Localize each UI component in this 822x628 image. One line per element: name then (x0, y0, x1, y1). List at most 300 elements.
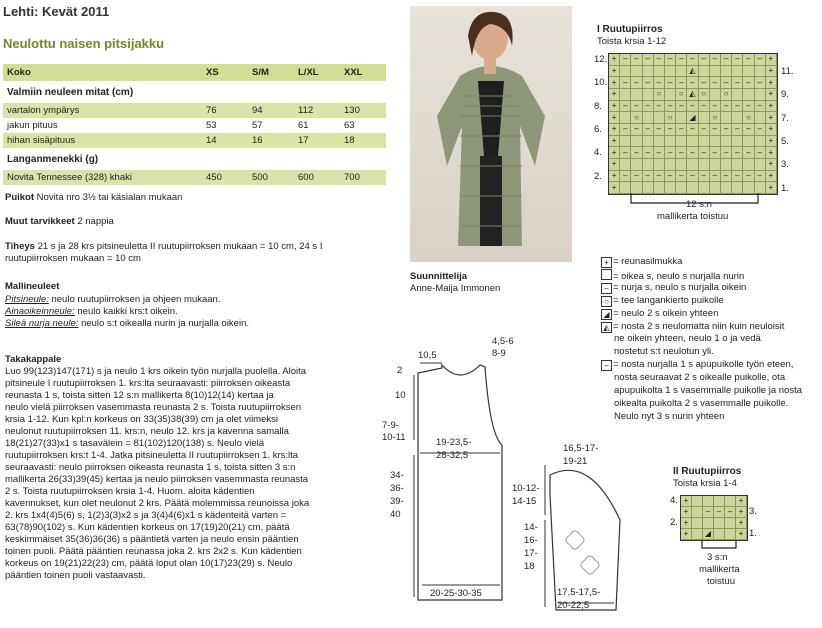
chart-cell: – (743, 54, 754, 66)
chart-cell: + (766, 89, 777, 101)
chart-cell (692, 529, 703, 540)
dim-hem: 20-25-30-35 (430, 588, 482, 599)
chart-cell: – (699, 147, 710, 159)
chart-cell: – (687, 124, 698, 136)
chart-cell (755, 66, 766, 78)
instruction-line: kavennukset, kun olet neulonut 2 krs. Päätä molemmissa reunoissa joka (5, 498, 310, 509)
chart-cell: ○ (676, 89, 687, 101)
chart-cell: – (732, 54, 743, 66)
chart-cell: – (699, 101, 710, 113)
chart-cell: – (721, 147, 732, 159)
chart-cell: – (654, 124, 665, 136)
chart-cell: + (609, 124, 620, 136)
dim-sleeve-cap: 10-12- (512, 483, 540, 494)
instruction-line: reunasta 1 s, toista sitten 12 s:n mallikerta 8(10)12(14) kertaa ja (5, 390, 274, 401)
chart-cell: + (681, 529, 692, 540)
section-heading: Valmiin neuleen mitat (cm) (7, 86, 134, 98)
dim-sleeve-len: 18 (524, 561, 535, 572)
chart-cell: + (681, 496, 692, 507)
chart-cell (732, 136, 743, 148)
chart-cell: – (710, 54, 721, 66)
legend-symbol-icon: – (601, 283, 612, 294)
chart-cell: – (699, 54, 710, 66)
legend-item: nostetut s:t neulotun yli. (614, 346, 714, 358)
legend-item: ◢ = neulo 2 s oikein yhteen (601, 308, 718, 320)
size-table-header: Koko XS S/M L/XL XXL (3, 64, 386, 81)
dim-sleeve-cap: 14-15 (512, 496, 537, 507)
chart-cell (699, 112, 710, 124)
model-illustration (410, 6, 572, 262)
schematic-drawing (380, 335, 680, 625)
chart1-row-label: 3. (781, 159, 789, 171)
chart-cell: – (687, 101, 698, 113)
instruction-line: keskimmäiset 35(36)36(36) s pääntietä varten ja neulo ensin pääntien (5, 534, 299, 545)
legend-item: oikealta puikolta 2 s vasemmalle puikolle. (614, 397, 789, 409)
dim-length: 40 (390, 509, 401, 520)
legend-item: ◭ = nosta 2 s neulomatta niin kuin neuloisit (601, 321, 784, 333)
instruction-line: korkeus on 19(21)22(23) cm, päätä loput olan 10(17)23(29) s. Neulo (5, 558, 293, 569)
chart-cell (721, 66, 732, 78)
chart1-subtitle: Toista krsia 1-12 (597, 36, 667, 47)
chart-cell: ◭ (687, 66, 698, 78)
table-row: vartalon ympärys 76 94 112 130 (3, 103, 386, 118)
chart-cell (725, 529, 736, 540)
chart-cell: + (766, 66, 777, 78)
chart-cell: + (766, 77, 777, 89)
chart-cell: – (676, 171, 687, 183)
chart-cell (721, 112, 732, 124)
chart-cell: – (710, 101, 721, 113)
legend-item: ○ = tee langankierto puikolle (601, 295, 724, 307)
chart-cell: – (687, 171, 698, 183)
chart2-repeat-note: mallikerta (699, 564, 740, 575)
chart-cell: + (766, 112, 777, 124)
instruction-line: neulonut ruutupiirroksen 11. krs:n, neulo 12. krs ja kavenna samalla (5, 426, 289, 437)
chart-cell (710, 89, 721, 101)
chart-cell: – (620, 101, 631, 113)
chart2-repeat: 3 s:n (707, 552, 728, 563)
chart-cell (665, 89, 676, 101)
instruction-line: 2 s. Toista ruutupiirroksen krsia 1-4. Huom. aloita kädentien (5, 486, 255, 497)
supplies-line: Muut tarvikkeet 2 nappia (5, 216, 114, 227)
chart-cell: + (736, 496, 747, 507)
chart-cell: – (732, 171, 743, 183)
chart-cell: ◢ (703, 529, 714, 540)
chart-cell: – (721, 101, 732, 113)
chart1-row-label: 9. (781, 89, 789, 101)
chart-cell: – (732, 124, 743, 136)
dim-shoulder-drop: 2 (397, 365, 403, 376)
chart-cell (755, 136, 766, 148)
chart-cell (743, 159, 754, 171)
chart1-row-label: 10. (594, 77, 608, 89)
chart-cell (676, 112, 687, 124)
chart-cell (643, 66, 654, 78)
chart-cell (699, 136, 710, 148)
legend-symbol-icon: ○ (601, 296, 612, 307)
chart-cell: – (631, 54, 642, 66)
chart-cell: + (609, 112, 620, 124)
chart1-row-label: 7. (781, 112, 789, 124)
chart-cell: + (609, 101, 620, 113)
instruction-line: 63(78)90(102) s. Kun kädentien korkeus on 17(19)20(21) cm, päätä (5, 522, 290, 533)
chart-cell (665, 159, 676, 171)
chart-cell: – (710, 147, 721, 159)
chart-cell (687, 136, 698, 148)
chart-cell (692, 496, 703, 507)
chart-cell: – (732, 147, 743, 159)
stitch-patterns: Pitsineule: neulo ruutupiirroksen ja ohjeen mukaan. Ainaoikeinneule: neulo kaikki krs:t oikein. Sileä nurja neule: neulo s:t oikealla nurin ja nurjalla oikein. (5, 294, 249, 329)
instruction-line: 18(21)27(33)x1 s tasavälein = 81(102)120(138) s. Neulo vielä (5, 438, 265, 449)
chart-cell: – (755, 77, 766, 89)
chart-cell (631, 89, 642, 101)
chart-cell: + (736, 518, 747, 529)
chart-cell: – (631, 147, 642, 159)
chart-cell: ○ (721, 89, 732, 101)
chart-cell (714, 496, 725, 507)
chart-cell: + (609, 171, 620, 183)
chart-cell (643, 159, 654, 171)
dim-sleeve-top: 16,5-17- (563, 443, 599, 454)
chart1-row-label: 8. (594, 100, 602, 112)
size-table (3, 64, 386, 185)
chart-cell: – (665, 124, 676, 136)
instruction-line: pitsineule I ruutupiirroksen 1. krs:lta seuraavasti: piirroksen oikeasta (5, 378, 291, 389)
chart-cell (755, 112, 766, 124)
chart-cell: + (766, 147, 777, 159)
table-row: hihan sisäpituus 14 16 17 18 (3, 133, 386, 148)
dim-armhole: 10-11 (382, 432, 406, 443)
chart-cell (699, 66, 710, 78)
chart-cell (714, 518, 725, 529)
instruction-line: pääntien toinen puoli vastaavasti. (5, 570, 146, 581)
chart-cell (721, 136, 732, 148)
chart-cell: – (676, 101, 687, 113)
legend-item: ne oikein yhteen, neulo 1 o ja vedä (614, 333, 761, 345)
chart-cell: – (755, 54, 766, 66)
legend-item: – = nurja s, neulo s nurjalla oikein (601, 282, 746, 294)
chart-cell (620, 136, 631, 148)
chart-cell: – (732, 77, 743, 89)
chart1-row-label: 1. (781, 182, 789, 194)
chart-cell: + (681, 518, 692, 529)
chart-cell: + (609, 136, 620, 148)
chart2-row-label: 4. (670, 495, 678, 506)
chart-cell: – (676, 147, 687, 159)
chart-cell: – (631, 101, 642, 113)
chart-cell (654, 112, 665, 124)
chart-cell: ○ (710, 112, 721, 124)
chart-cell: – (665, 54, 676, 66)
chart-cell (643, 89, 654, 101)
chart-cell: + (736, 507, 747, 518)
table-row: Novita Tennessee (328) khaki 450 500 600 700 (3, 170, 386, 185)
chart-cell (687, 159, 698, 171)
table-row: jakun pituus 53 57 61 63 (7, 120, 355, 131)
chart-cell: – (721, 171, 732, 183)
chart-cell (676, 66, 687, 78)
chart-cell (710, 159, 721, 171)
dim-chest: 28-32,5 (436, 450, 469, 461)
dim-neck: 8-9 (492, 348, 506, 359)
chart-cell (654, 66, 665, 78)
chart-cell: – (665, 171, 676, 183)
chart-cell: – (620, 147, 631, 159)
legend-symbol-icon (601, 269, 612, 280)
chart-cell: – (654, 54, 665, 66)
chart-cell (631, 159, 642, 171)
dim-sleeve-len: 17- (524, 548, 538, 559)
chart-cell (631, 136, 642, 148)
chart-cell: + (766, 171, 777, 183)
chart-cell (692, 518, 703, 529)
instruction-line: toinen puoli. Päätä pääntien reunassa joka 2. krs 2x2 s. Kun kädentien (5, 546, 302, 557)
chart1-grid (608, 53, 778, 195)
needles-line: Puikot Novita nro 3½ tai käsialan mukaan (5, 192, 183, 203)
chart-cell: – (743, 171, 754, 183)
chart-cell: + (609, 89, 620, 101)
dim-armhole: 7-9- (382, 420, 399, 431)
chart-cell (703, 518, 714, 529)
chart-cell: – (620, 77, 631, 89)
dim-neck: 4,5-6 (492, 336, 514, 347)
chart-cell: – (631, 77, 642, 89)
chart-cell: – (631, 124, 642, 136)
dim-length: 39- (390, 496, 404, 507)
chart-cell: – (710, 124, 721, 136)
chart-cell: – (643, 124, 654, 136)
chart-cell: ○ (654, 89, 665, 101)
page-title: Neulottu naisen pitsijakku (3, 36, 165, 51)
chart-cell: ◭ (687, 89, 698, 101)
chart1-row-label: 2. (594, 170, 602, 182)
chart-cell (743, 136, 754, 148)
chart-cell (643, 136, 654, 148)
chart-cell: + (766, 54, 777, 66)
chart2-title: II Ruutupiirros (673, 466, 742, 477)
chart-cell: – (710, 171, 721, 183)
chart-cell: – (755, 147, 766, 159)
chart2-row-label: 2. (670, 517, 678, 528)
chart1-repeat: 12 s:n (686, 199, 712, 210)
chart-cell: – (755, 171, 766, 183)
legend-symbol-icon: – (601, 360, 612, 371)
chart-cell (714, 529, 725, 540)
chart-cell (620, 159, 631, 171)
instruction-line: 2. krs 1x4(4)5(6) s, 1(2)3(3)x2 s ja 3(4)4(6)x1 s kädenteitä varten = (5, 510, 287, 521)
dim-upper: 10 (395, 390, 406, 401)
chart-cell (699, 159, 710, 171)
dim-sleeve-len: 14- (524, 522, 538, 533)
chart1-row-label: 11. (781, 66, 794, 77)
chart-cell (743, 89, 754, 101)
dim-shoulder: 10,5 (418, 350, 437, 361)
chart-cell: + (766, 182, 777, 194)
chart-cell: – (743, 101, 754, 113)
chart-cell: + (766, 101, 777, 113)
chart-cell: – (743, 124, 754, 136)
section-heading: Langanmenekki (g) (7, 153, 99, 165)
chart-cell (643, 112, 654, 124)
chart-cell: – (620, 54, 631, 66)
chart-cell (732, 112, 743, 124)
chart-cell (732, 159, 743, 171)
chart-cell: – (643, 77, 654, 89)
dim-chest: 19-23,5- (436, 437, 472, 448)
chart-cell: – (703, 507, 714, 518)
chart-cell: – (721, 54, 732, 66)
chart-cell: – (676, 54, 687, 66)
legend-item: – = nosta nurjalla 1 s apupuikolle työn eteen, (601, 359, 793, 371)
chart-cell: + (609, 66, 620, 78)
chart-cell: ○ (631, 112, 642, 124)
chart-cell (725, 496, 736, 507)
instruction-line: Luo 99(123)147(171) s ja neulo 1 krs oikein työn nurjalla puolella. Aloita (5, 366, 307, 377)
chart-cell: – (732, 101, 743, 113)
chart-cell: – (631, 171, 642, 183)
chart-cell: – (643, 101, 654, 113)
chart-cell: – (687, 77, 698, 89)
chart-cell (665, 66, 676, 78)
chart-cell: – (699, 124, 710, 136)
chart2-row-label: 1. (749, 528, 757, 539)
chart-cell (654, 159, 665, 171)
chart1-row-label: 12. (594, 54, 608, 65)
stitch-patterns-heading: Mallineuleet (5, 281, 60, 292)
chart-cell: + (766, 124, 777, 136)
chart-cell: – (755, 124, 766, 136)
chart-cell: – (721, 124, 732, 136)
legend-item: = oikea s, neulo s nurjalla nurin (601, 269, 744, 283)
chart-cell (732, 66, 743, 78)
chart1-row-label: 6. (594, 123, 602, 135)
chart-cell: – (687, 147, 698, 159)
dim-length: 34- (390, 470, 404, 481)
product-photo (410, 6, 572, 262)
chart-cell: – (743, 77, 754, 89)
chart-cell: + (736, 529, 747, 540)
instruction-line: mallikerta 26(33)39(45) kertaa ja neulo piirroksen vasemmasta reunasta (5, 474, 309, 485)
chart-cell: – (687, 54, 698, 66)
chart-cell: – (699, 171, 710, 183)
chart-cell: – (714, 507, 725, 518)
instruction-line: neulo vielä piirroksen vasemmasta reunasta 2 s. Toista ruutupiirroksen (5, 402, 302, 413)
chart-cell (703, 496, 714, 507)
chart-cell (654, 136, 665, 148)
legend-item: + = reunasilmukka (601, 256, 682, 268)
chart2-repeat-note: toistuu (707, 576, 735, 587)
chart-cell: – (643, 54, 654, 66)
chart-cell (620, 66, 631, 78)
chart-cell: – (676, 77, 687, 89)
chart-cell: – (665, 147, 676, 159)
chart-cell (692, 507, 703, 518)
chart-cell: – (721, 77, 732, 89)
magazine-label: Lehti: Kevät 2011 (3, 4, 110, 19)
instruction-line: ruutupiirroksen krs:t 1-4. Jatka pitsineuletta II ruutupiirroksen 1. krs:lta (5, 450, 299, 461)
chart-cell: – (699, 77, 710, 89)
chart-cell: – (725, 507, 736, 518)
chart2-subtitle: Toista krsia 1-4 (673, 478, 737, 489)
chart-cell (743, 66, 754, 78)
chart2-repeat-bracket (700, 540, 740, 552)
legend-symbol-icon: + (601, 257, 612, 268)
dim-sleeve-top: 19-21 (563, 456, 588, 467)
chart-cell: ○ (743, 112, 754, 124)
dim-length: 36- (390, 483, 404, 494)
chart-cell: + (766, 136, 777, 148)
chart-cell: + (609, 77, 620, 89)
chart-cell: – (710, 77, 721, 89)
chart-cell (631, 66, 642, 78)
chart-cell (732, 89, 743, 101)
chart-cell (676, 159, 687, 171)
legend-symbol-icon: ◢ (601, 309, 612, 320)
chart-cell: + (681, 507, 692, 518)
chart1-row-label: 5. (781, 135, 789, 147)
chart-cell: ○ (665, 112, 676, 124)
instruction-line: seuraavasti: neulo piirroksen oikeasta reunasta 1 s, toista sitten 3 s:n (5, 462, 296, 473)
chart-cell: + (766, 159, 777, 171)
gauge-text: Tiheys 21 s ja 28 krs pitsineuletta II ruutupiirroksen mukaan = 10 cm, 24 s I ruutupiirroksen mukaan = 10 cm (5, 241, 323, 264)
dim-sleeve-hem: 17,5-17,5- (557, 587, 601, 598)
chart-cell (665, 136, 676, 148)
legend-symbol-icon: ◭ (601, 322, 612, 333)
chart-cell: – (654, 147, 665, 159)
chart-cell (721, 159, 732, 171)
back-piece-heading: Takakappale (5, 354, 62, 365)
back-piece-instructions (5, 365, 403, 582)
chart-cell (725, 518, 736, 529)
chart-cell: ○ (699, 89, 710, 101)
chart-cell: – (620, 171, 631, 183)
chart-cell (755, 159, 766, 171)
chart-cell: – (654, 171, 665, 183)
chart2-grid (680, 495, 748, 541)
chart-cell: – (665, 77, 676, 89)
chart-cell (755, 89, 766, 101)
chart-cell (620, 112, 631, 124)
instruction-line: krsia 1-12. Kun kpl:n korkeus on 33(35)38(39) cm ja olet viimeksi (5, 414, 278, 425)
chart-cell: – (676, 124, 687, 136)
chart-cell: – (654, 101, 665, 113)
dim-sleeve-hem: 20-22,5 (557, 600, 590, 611)
designer-name: Anne-Maija Immonen (410, 283, 501, 294)
chart1-row-label: 4. (594, 147, 602, 159)
chart-cell: – (654, 77, 665, 89)
chart-cell: + (609, 159, 620, 171)
chart-cell: + (609, 182, 620, 194)
chart-cell (710, 136, 721, 148)
designer-label: Suunnittelija (410, 271, 467, 282)
chart-cell: ◢ (687, 112, 698, 124)
chart1-repeat-note: mallikerta toistuu (657, 211, 729, 222)
chart-cell: + (609, 54, 620, 66)
chart2-row-label: 3. (749, 506, 757, 517)
chart-cell (676, 136, 687, 148)
legend-item: nosta seuraavat 2 s oikealle puikolle, ota (614, 372, 786, 384)
chart-cell: – (665, 101, 676, 113)
chart-cell (710, 66, 721, 78)
chart-cell: – (743, 147, 754, 159)
legend-item: apupuikolta 1 s vasemmalle puikolle ja nosta (614, 385, 802, 396)
chart-cell: – (620, 124, 631, 136)
chart-cell: – (643, 171, 654, 183)
chart-cell: – (755, 101, 766, 113)
chart1-title: I Ruutupiirros (597, 24, 663, 35)
chart-cell (620, 89, 631, 101)
legend-item: Neulo nyt 3 s nurin yhteen (614, 410, 725, 422)
